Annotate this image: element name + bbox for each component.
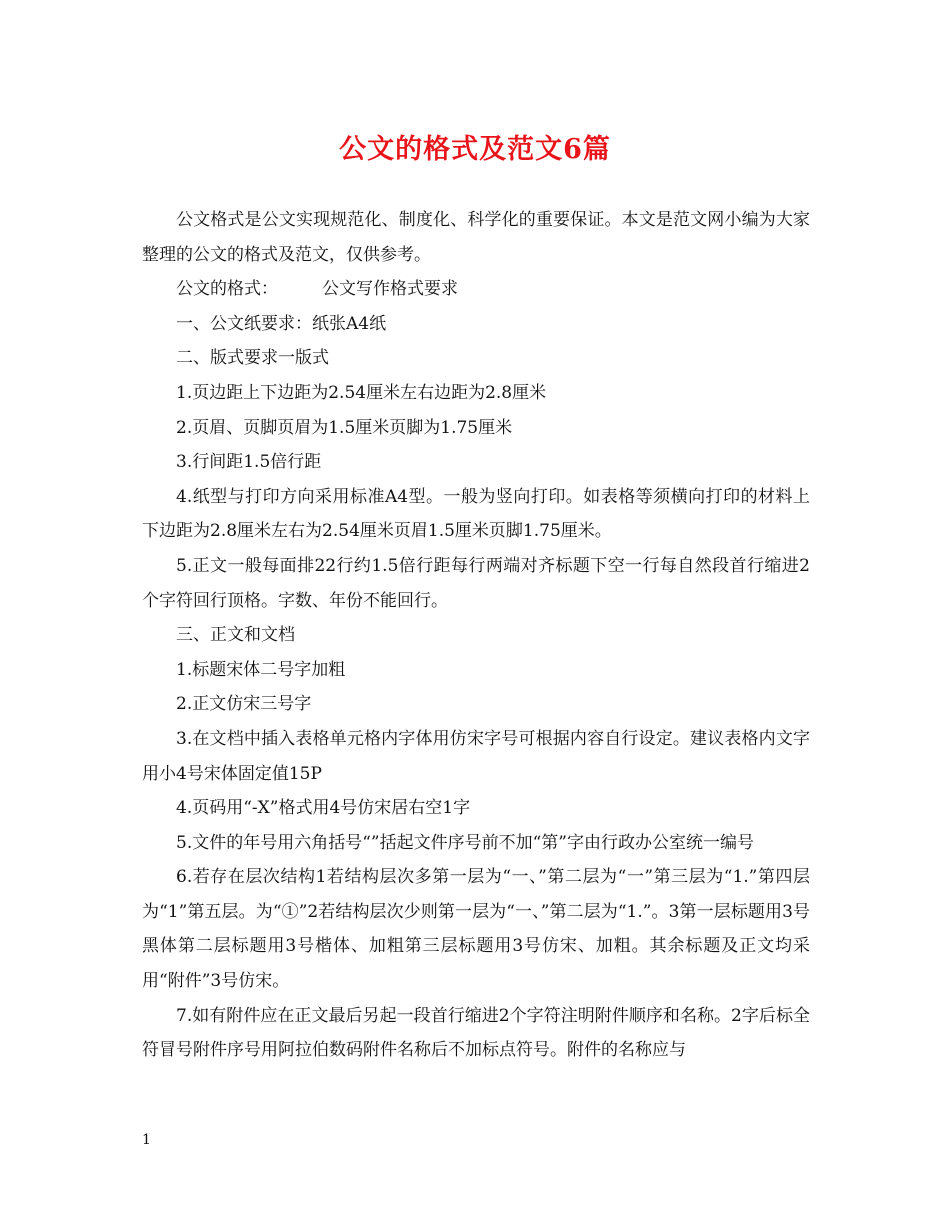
paragraph-body-font: 2.正文仿宋三号字 xyxy=(176,694,312,715)
paragraph-structure-levels: 6.若存在层次结构1若结构层次多第一层为“一、”第二层为“一”第三层为“1.”第四层为“1”第五层。为“①”2若结构层次少则第一层为“一、”第二层为“1.”。3第一层标题用3号黑体第二层标题用3号楷体、加粗第三层标题用3号仿宋、加粗。其余标题及正文均采用“附件”3号仿宋。 xyxy=(142,867,810,992)
paragraph-file-number: 5.文件的年号用六角括号“”括起文件序号前不加“第”字由行政办公室统一编号 xyxy=(176,832,754,853)
format-label: 公文的格式： xyxy=(176,279,278,300)
paragraph-margins: 1.页边距上下边距为2.54厘米左右边距为2.8厘米 xyxy=(176,382,547,403)
paragraph-layout-requirement: 二、版式要求一版式 xyxy=(176,348,329,369)
paragraph-page-number-format: 4.页码用“-X”格式用4号仿宋居右空1字 xyxy=(176,798,471,819)
paragraph-format-line xyxy=(142,272,810,307)
paragraph-attachments: 7.如有附件应在正文最后另起一段首行缩进2个字符注明附件顺序和名称。2字后标全符冒号附件序号用阿拉伯数码附件名称后不加标点符号。附件的名称应与 xyxy=(142,1005,810,1061)
paragraph-table-font: 3.在文档中插入表格单元格内字体用仿宋字号可根据内容自行设定。建议表格内文字用小4号宋体固定值15P xyxy=(142,728,810,784)
paragraph-text-and-document: 三、正文和文档 xyxy=(176,625,295,646)
paragraph-paper-direction: 4.纸型与打印方向采用标准A4型。一般为竖向打印。如表格等须横向打印的材料上下边距为2.8厘米左右为2.54厘米页眉1.5厘米页脚1.75厘米。 xyxy=(142,486,810,542)
paragraph-line-spacing: 3.行间距1.5倍行距 xyxy=(176,452,322,473)
document-body xyxy=(142,203,810,1068)
paragraph-paper-requirement: 一、公文纸要求：纸张A4纸 xyxy=(176,313,387,334)
paragraph-header-footer: 2.页眉、页脚页眉为1.5厘米页脚为1.75厘米 xyxy=(176,417,513,438)
document-title: 公文的格式及范文6篇 xyxy=(339,134,611,165)
paragraph-body-layout: 5.正文一般每面排22行约1.5倍行距每行两端对齐标题下空一行每自然段首行缩进2个字符回行顶格。字数、年份不能回行。 xyxy=(142,555,810,611)
page-number: 1 xyxy=(142,1132,151,1148)
format-value: 公文写作格式要求 xyxy=(322,279,458,300)
paragraph-intro: 公文格式是公文实现规范化、制度化、科学化的重要保证。本文是范文网小编为大家整理的公文的格式及范文，仅供参考。 xyxy=(142,210,810,265)
paragraph-title-font: 1.标题宋体二号字加粗 xyxy=(176,659,346,680)
